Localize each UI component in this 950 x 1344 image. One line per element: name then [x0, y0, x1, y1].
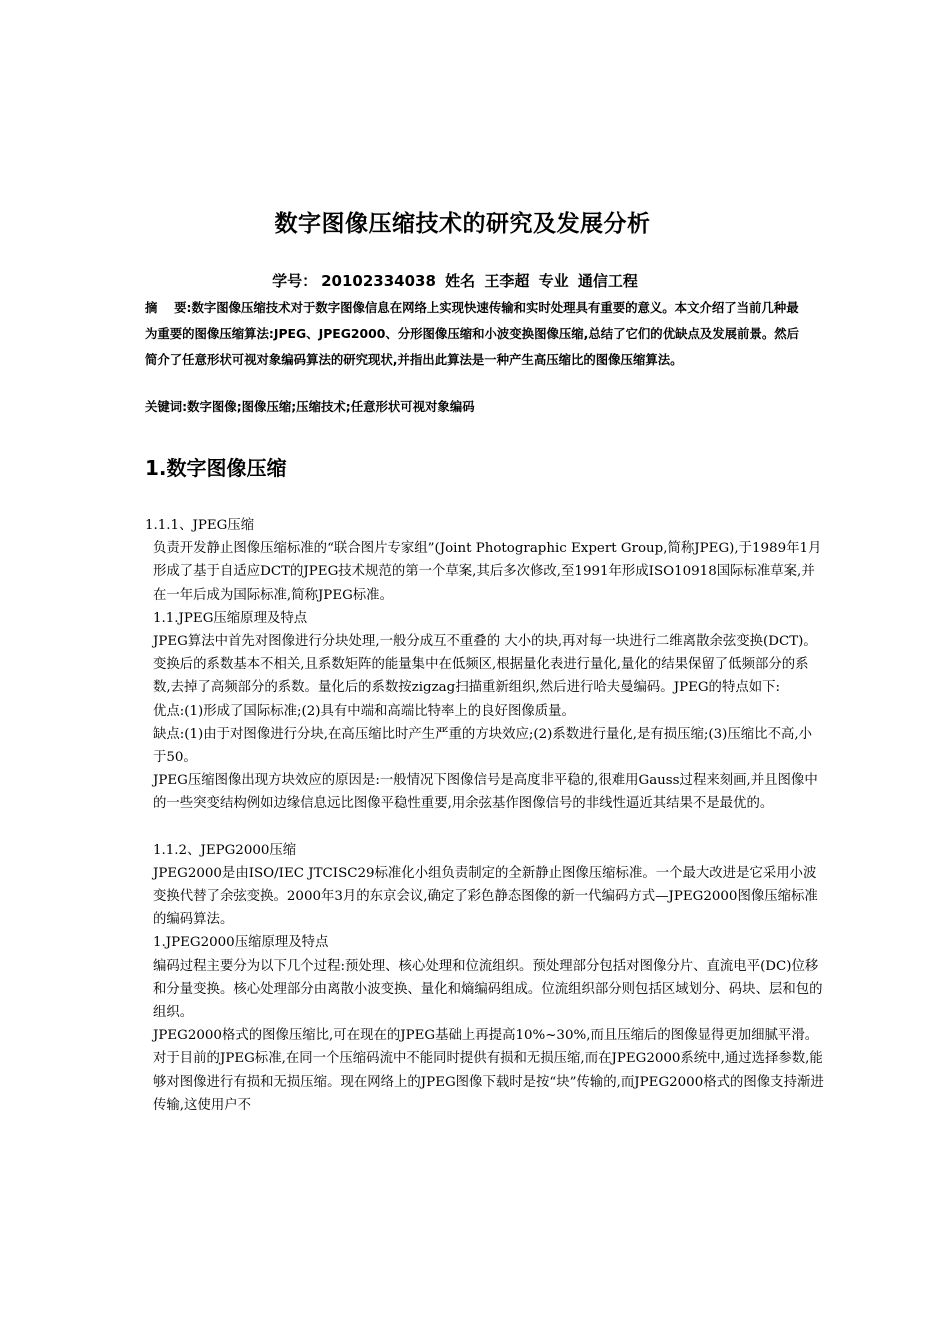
major-label: 专业: [538, 272, 569, 290]
paragraph: JPEG压缩图像出现方块效应的原因是:一般情况下图像信号是高度非平稳的,很难用Gauss过程来刻画,并且图像中的一些突变结构例如边缘信息远比图像平稳性重要,用余弦基作图像信号的非线性逼近其结果不是最优的。: [153, 773, 818, 812]
author-line: [0, 270, 910, 291]
subsection-heading: 1.1.1、JPEG压缩: [145, 518, 255, 533]
paragraph: 优点:(1)形成了国际标准;(2)具有中端和高端比特率上的良好图像质量。: [153, 703, 575, 719]
body-text: [145, 514, 825, 1117]
name-label: 姓名: [445, 272, 476, 290]
student-id: 20102334038: [321, 272, 436, 290]
major: 通信工程: [577, 272, 638, 290]
paragraph: 负责开发静止图像压缩标准的“联合图片专家组”(Joint Photographic Expert Group,简称JPEG),于1989年1月形成了基于自适应DCT的JPEG技术规范的第一个草案,其后多次修改,至1991年形成ISO10918国际标准草案,并在一年后成为国际标准,简称JPEG标准。: [153, 541, 822, 603]
section-heading: 1.数字图像压缩: [145, 456, 287, 480]
keywords-text: 数字图像;图像压缩;压缩技术;任意形状可视对象编码: [187, 399, 475, 414]
subsection-heading: 1.1.JPEG压缩原理及特点: [153, 610, 308, 626]
author-name: 王李超: [484, 272, 530, 290]
abstract-text: 数字图像压缩技术对于数字图像信息在网络上实现快速传输和实时处理具有重要的意义。本文介绍了当前几种最为重要的图像压缩算法:JPEG、JPEG2000、分形图像压缩和小波变换图像压缩,总结了它们的优缺点及发展前景。然后简介了任意形状可视对象编码算法的研究现状,并指出此算法是一种产生高压缩比的图像压缩算法。: [145, 300, 799, 367]
abstract-label: 摘 要:: [145, 300, 192, 315]
paragraph: 缺点:(1)由于对图像进行分块,在高压缩比时产生严重的方块效应;(2)系数进行量化,是有损压缩;(3)压缩比不高,小于50。: [153, 726, 813, 766]
abstract: [145, 295, 810, 373]
paragraph: JPEG算法中首先对图像进行分块处理,一般分成互不重叠的 大小的块,再对每一块进行二维离散余弦变换(DCT)。变换后的系数基本不相关,且系数矩阵的能量集中在低频区,根据量化表进行量化,量化的结果保留了低频部分的系数,去掉了高频部分的系数。量化后的系数按zigzag扫描重新组织,然后进行哈夫曼编码。JPEG的特点如下:: [153, 634, 817, 696]
student-id-label: 学号：: [272, 272, 318, 290]
keywords: [145, 396, 810, 418]
spacer: [145, 816, 825, 839]
subsection-heading: 1.1.2、JEPG2000压缩: [153, 842, 297, 858]
paragraph: 编码过程主要分为以下几个过程:预处理、核心处理和位流组织。预处理部分包括对图像分片、直流电平(DC)位移和分量变换。核心处理部分由离散小波变换、量化和熵编码组成。位流组织部分则包括区域划分、码块、层和包的组织。: [153, 958, 823, 1021]
subsection-heading: 1.JPEG2000压缩原理及特点: [153, 935, 329, 951]
document-title: 数字图像压缩技术的研究及发展分析: [274, 211, 651, 237]
keywords-label: 关键词:: [145, 399, 188, 414]
paragraph: JPEG2000格式的图像压缩比,可在现在的JPEG基础上再提高10%~30%,而且压缩后的图像显得更加细腻平滑。对于目前的JPEG标准,在同一个压缩码流中不能同时提供有损和无损压缩,而在JPEG2000系统中,通过选择参数,能够对图像进行有损和无损压缩。现在网络上的JPEG图像下载时是按“块”传输的,而JPEG2000格式的图像支持渐进传输,这使用户不: [153, 1028, 824, 1113]
paragraph: JPEG2000是由ISO/IEC JTCISC29标准化小组负责制定的全新静止图像压缩标准。一个最大改进是它采用小波变换代替了余弦变换。2000年3月的东京会议,确定了彩色静态图像的新一代编码方式—JPEG2000图像压缩标准的编码算法。: [153, 865, 818, 928]
